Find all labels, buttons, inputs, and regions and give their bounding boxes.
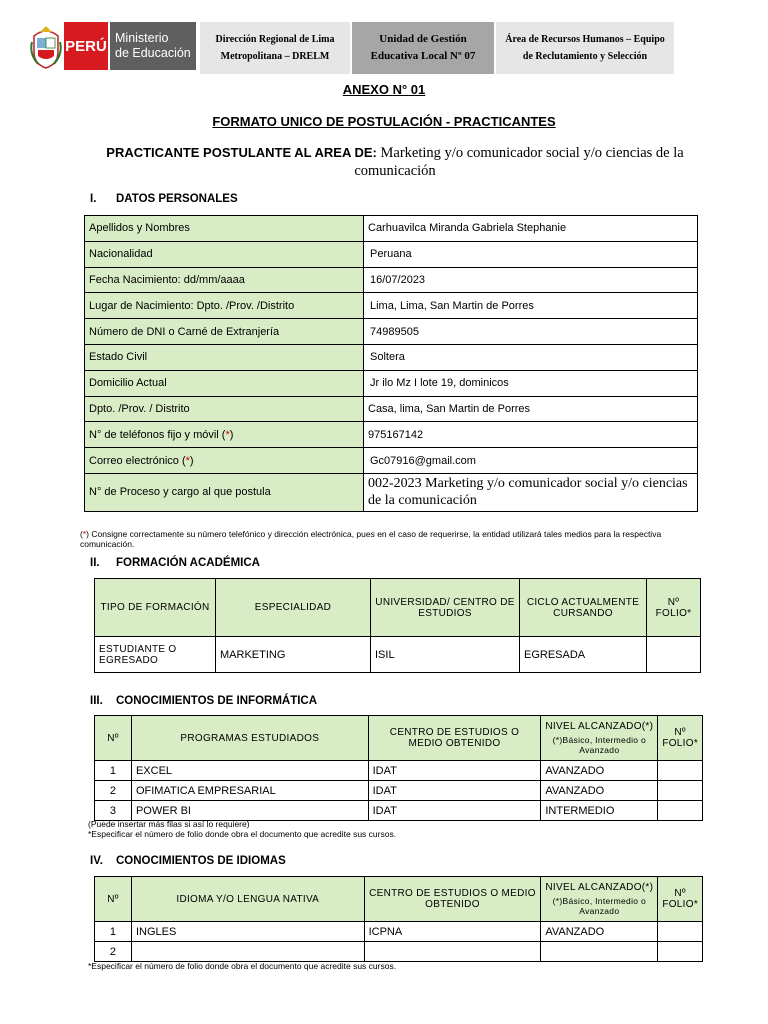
table-cell — [541, 942, 658, 962]
table-cell: IDAT — [368, 761, 541, 781]
level-header-hint: (*)Básico, Intermedio o Avanzado — [552, 896, 646, 916]
field-value: Casa, lima, San Martin de Porres — [364, 396, 698, 422]
field-label: Lugar de Nacimiento: Dpto. /Prov. /Distrito — [85, 293, 364, 319]
ugel-line2: Educativa Local Nº 07 — [370, 50, 476, 62]
column-header-level — [541, 716, 658, 761]
field-value: Carhuavilca Miranda Gabriela Stephanie — [364, 216, 698, 242]
ugel-line1: Unidad de Gestión — [379, 33, 467, 45]
header-box-ugel — [352, 22, 494, 74]
table-header-row — [95, 579, 701, 637]
table-row — [85, 448, 698, 474]
section4-heading — [90, 855, 286, 867]
table-cell: 2 — [95, 781, 132, 801]
field-value: Gc07916@gmail.com — [364, 448, 698, 474]
header-box-rrhh — [496, 22, 674, 74]
table-cell — [647, 637, 701, 673]
section2-heading — [90, 557, 260, 569]
computing-note-folio: *Especificar el número de folio donde obra el documento que acredite sus cursos. — [88, 829, 397, 839]
computing-note-rows: (Puede insertar más filas si así lo requiere) — [88, 819, 250, 829]
table-cell: ISIL — [371, 637, 520, 673]
table-row — [85, 422, 698, 448]
table-row — [85, 344, 698, 370]
field-value: 002-2023 Marketing y/o comunicador social y/o ciencias de la comunicación — [364, 473, 698, 511]
field-label: Número de DNI o Carné de Extranjería — [85, 319, 364, 345]
table-cell: ICPNA — [364, 922, 541, 942]
table-cell: ESTUDIANTE O EGRESADO — [95, 637, 216, 673]
section1-heading — [90, 193, 238, 205]
area-value: Marketing y/o comunicador social y/o ciencias de la comunicación — [354, 145, 684, 179]
column-header: TIPO DE FORMACIÓN — [95, 579, 216, 637]
rrhh-line2: de Reclutamiento y Selección — [522, 51, 648, 62]
rrhh-line1: Área de Recursos Humanos – Equipo — [505, 34, 665, 45]
section4-title: CONOCIMIENTOS DE IDIOMAS — [116, 855, 286, 867]
table-row — [85, 293, 698, 319]
field-value: 74989505 — [364, 319, 698, 345]
column-header: Nº FOLIO* — [658, 716, 703, 761]
field-value: Peruana — [364, 241, 698, 267]
table-row — [85, 370, 698, 396]
drelm-line1: Dirección Regional de Lima — [215, 34, 335, 45]
field-label: N° de Proceso y cargo al que postula — [85, 473, 364, 511]
field-value: Jr ilo Mz I lote 19, dominicos — [364, 370, 698, 396]
table-row — [95, 801, 703, 821]
table-cell — [658, 781, 703, 801]
table-row — [85, 396, 698, 422]
phone-label-text: N° de teléfonos fijo y móvil — [89, 428, 219, 441]
field-label: Nacionalidad — [85, 241, 364, 267]
field-label: Domicilio Actual — [85, 370, 364, 396]
table-cell: OFIMATICA EMPRESARIAL — [131, 781, 368, 801]
section2-number: II. — [90, 557, 100, 569]
required-asterisk: * — [225, 428, 230, 441]
table-row — [95, 781, 703, 801]
table-row — [85, 241, 698, 267]
level-header-hint: (*)Básico, Intermedio o Avanzado — [552, 735, 647, 755]
table-cell: INTERMEDIO — [541, 801, 658, 821]
table-header-row — [95, 877, 703, 922]
column-header: Nº FOLIO* — [658, 877, 703, 922]
field-value: Soltera — [364, 344, 698, 370]
level-header-text: NIVEL ALCANZADO(*) — [545, 882, 654, 893]
note-text: Consigne correctamente su número telefónico y dirección electrónica, pues en el caso de requerirse, la entidad utilizará tales medios para la respectiva comunicación. — [80, 529, 662, 549]
column-header: PROGRAMAS ESTUDIADOS — [131, 716, 368, 761]
section4-number: IV. — [90, 855, 104, 867]
section3-title: CONOCIMIENTOS DE INFORMÁTICA — [116, 695, 318, 707]
national-shield-icon — [30, 22, 62, 70]
column-header: UNIVERSIDAD/ CENTRO DE ESTUDIOS — [371, 579, 520, 637]
table-cell — [658, 761, 703, 781]
table-cell: MARKETING — [216, 637, 371, 673]
section1-number: I. — [90, 193, 97, 205]
contact-note: (*) Consigne correctamente su número telefónico y dirección electrónica, pues en el caso de requerirse, la entidad utilizará tales medios para la respectiva comunicación. — [80, 529, 662, 549]
field-label: Dpto. /Prov. / Distrito — [85, 396, 364, 422]
section2-title: FORMACIÓN ACADÉMICA — [116, 557, 260, 569]
table-cell — [131, 942, 364, 962]
drelm-line2: Metropolitana – DRELM — [220, 51, 330, 62]
annex-title: ANEXO N° 01 — [342, 82, 426, 97]
languages-note-folio: *Especificar el número de folio donde obra el documento que acredite sus cursos. — [88, 961, 397, 971]
table-cell — [658, 922, 703, 942]
table-row — [95, 922, 703, 942]
form-title: FORMATO UNICO DE POSTULACIÓN - PRACTICANTES — [212, 114, 556, 129]
column-header: Nº — [95, 877, 132, 922]
field-label-email — [85, 448, 364, 474]
table-row — [95, 637, 701, 673]
field-label-phone — [85, 422, 364, 448]
header-box-drelm — [200, 22, 350, 74]
area-label: PRACTICANTE POSTULANTE AL AREA DE: — [106, 145, 377, 160]
table-cell: AVANZADO — [541, 781, 658, 801]
table-cell: EXCEL — [131, 761, 368, 781]
table-cell: 3 — [95, 801, 132, 821]
table-cell: IDAT — [368, 801, 541, 821]
column-header: ESPECIALIDAD — [216, 579, 371, 637]
field-value: 975167142 — [364, 422, 698, 448]
note-asterisk: * — [82, 529, 87, 539]
table-cell — [658, 801, 703, 821]
field-value: 16/07/2023 — [364, 267, 698, 293]
table-cell: 2 — [95, 942, 132, 962]
section3-number: III. — [90, 695, 103, 707]
table-row — [85, 319, 698, 345]
ministry-name-line1: Ministerio — [115, 31, 169, 45]
column-header-level — [541, 877, 658, 922]
table-cell: 1 — [95, 922, 132, 942]
email-label-text: Correo electrónico — [89, 454, 179, 467]
academic-table — [94, 578, 701, 673]
table-row — [85, 473, 698, 511]
table-row — [95, 942, 703, 962]
table-cell — [658, 942, 703, 962]
ministry-logo — [110, 22, 196, 70]
table-cell: AVANZADO — [541, 922, 658, 942]
table-row — [85, 267, 698, 293]
area-heading — [90, 144, 700, 180]
table-cell: 1 — [95, 761, 132, 781]
required-mark: (*) — [181, 454, 194, 467]
column-header: CICLO ACTUALMENTE CURSANDO — [520, 579, 647, 637]
table-header-row — [95, 716, 703, 761]
table-row — [85, 216, 698, 242]
required-mark: (*) — [221, 428, 234, 441]
languages-table — [94, 876, 703, 962]
table-cell: IDAT — [368, 781, 541, 801]
column-header: Nº — [95, 716, 132, 761]
computing-table — [94, 715, 703, 821]
section3-heading — [90, 695, 317, 707]
column-header: Nº FOLIO* — [647, 579, 701, 637]
field-label: Apellidos y Nombres — [85, 216, 364, 242]
ministry-name-line2: de Educación — [115, 46, 191, 60]
table-cell: POWER BI — [131, 801, 368, 821]
column-header: IDIOMA Y/O LENGUA NATIVA — [131, 877, 364, 922]
peru-logo: PERÚ — [64, 22, 108, 70]
column-header: CENTRO DE ESTUDIOS O MEDIO OBTENIDO — [364, 877, 541, 922]
table-cell: EGRESADA — [520, 637, 647, 673]
personal-data-table — [84, 215, 698, 512]
table-cell: INGLES — [131, 922, 364, 942]
table-cell — [364, 942, 541, 962]
table-cell: AVANZADO — [541, 761, 658, 781]
level-header-text: NIVEL ALCANZADO(*) — [545, 721, 654, 732]
column-header: CENTRO DE ESTUDIOS O MEDIO OBTENIDO — [368, 716, 541, 761]
required-asterisk: * — [185, 454, 190, 467]
field-label: Fecha Nacimiento: dd/mm/aaaa — [85, 267, 364, 293]
field-label: Estado Civil — [85, 344, 364, 370]
field-value: Lima, Lima, San Martin de Porres — [364, 293, 698, 319]
table-row — [95, 761, 703, 781]
section1-title: DATOS PERSONALES — [116, 193, 238, 205]
